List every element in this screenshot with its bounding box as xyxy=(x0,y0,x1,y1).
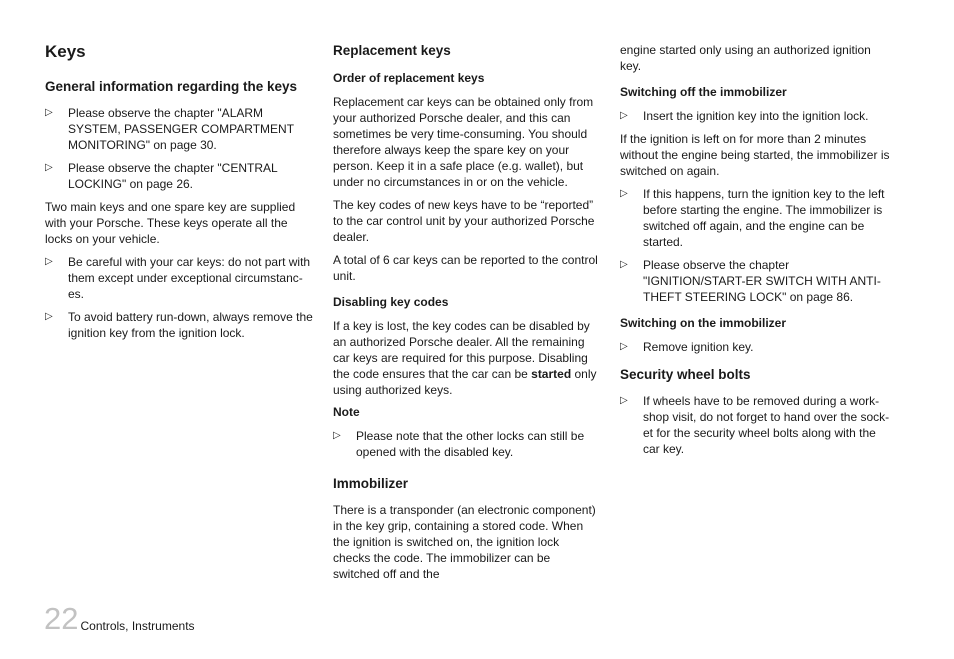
page-title: Keys xyxy=(45,42,86,61)
section-name: Controls, Instruments xyxy=(80,619,195,633)
paragraph-disabling xyxy=(333,318,599,398)
triangle-bullet-icon: ▷ xyxy=(45,162,53,173)
column-left xyxy=(45,42,315,348)
bullet-text: Please observe the chapter "ALARM SYSTEM, PASSENGER COMPARTMENT MONITORING" on page 30. xyxy=(68,106,294,152)
paragraph-order-2: The key codes of new keys have to be “reported” to the car control unit by your authorized Porsche dealer. xyxy=(333,198,595,244)
bullet-text: If this happens, turn the ignition key to the left before starting the engine. The immobilizer is switched off again, and the engine can be started. xyxy=(643,187,885,249)
heading-immobilizer: Immobilizer xyxy=(333,476,409,491)
bullet-text: If wheels have to be removed during a work-shop visit, do not forget to hand over the sock-et for the security wheel bolts along with the car key. xyxy=(643,394,890,456)
subheading-disabling: Disabling key codes xyxy=(333,295,449,309)
list-item xyxy=(620,393,890,457)
triangle-bullet-icon: ▷ xyxy=(333,430,341,441)
subheading-order-replacement: Order of replacement keys xyxy=(333,71,485,85)
bullet-text: Be careful with your car keys: do not part with them except under exceptional circumstanc-es. xyxy=(68,255,311,301)
bullet-text: Please observe the chapter "CENTRAL LOCKING" on page 26. xyxy=(68,161,278,191)
list-item xyxy=(620,339,890,355)
bullet-text: Please note that the other locks can still be opened with the disabled key. xyxy=(356,429,585,459)
paragraph-text: only using authorized keys. xyxy=(333,367,597,397)
triangle-bullet-icon: ▷ xyxy=(620,259,628,270)
heading-replacement-keys: Replacement keys xyxy=(333,43,451,58)
column-right xyxy=(620,42,890,464)
list-item xyxy=(45,160,315,192)
subheading-note: Note xyxy=(333,405,360,419)
subheading-switching-on: Switching on the immobilizer xyxy=(620,316,787,330)
triangle-bullet-icon: ▷ xyxy=(45,256,53,267)
heading-general-info: General information regarding the keys xyxy=(45,79,298,94)
page-number: 22 xyxy=(44,601,79,636)
paragraph-order-3: A total of 6 car keys can be reported to the control unit. xyxy=(333,253,598,283)
triangle-bullet-icon: ▷ xyxy=(620,110,628,121)
page-footer xyxy=(44,602,195,636)
heading-security-wheel-bolts: Security wheel bolts xyxy=(620,367,751,382)
paragraph-text: If a key is lost, the key codes can be disabled by an authorized Porsche dealer. All the remaining car keys are required for this purpose. Disabling the code ensures that the car can be xyxy=(333,319,590,381)
list-item xyxy=(333,428,599,460)
triangle-bullet-icon: ▷ xyxy=(620,395,628,406)
triangle-bullet-icon: ▷ xyxy=(620,341,628,352)
paragraph-keys-supplied: Two main keys and one spare key are supplied with your Porsche. These keys operate all the locks on your vehicle. xyxy=(45,200,296,246)
list-item xyxy=(620,186,890,250)
paragraph-immobilizer: There is a transponder (an electronic component) in the key grip, containing a stored code. When the ignition is switched on, the ignition lock checks the code. The immobilizer can be switched off and the xyxy=(333,503,596,581)
bullet-text: Insert the ignition key into the ignition lock. xyxy=(643,109,869,123)
list-item xyxy=(45,105,315,153)
column-middle xyxy=(333,42,599,589)
list-item xyxy=(45,309,315,341)
list-item xyxy=(45,254,315,302)
triangle-bullet-icon: ▷ xyxy=(620,188,628,199)
list-item xyxy=(620,257,890,305)
paragraph-order-1: Replacement car keys can be obtained only from your authorized Porsche dealer, and this can sometimes be very time-consuming. You should therefore always keep the spare key on your person. Keep it in a safe place (e.g. wallet), but under no circumstances in or on the vehicle. xyxy=(333,95,594,189)
paragraph-continued: engine started only using an authorized ignition key. xyxy=(620,43,871,73)
paragraph-switching-off: If the ignition is left on for more than 2 minutes without the engine being started, the immobilizer is switched on again. xyxy=(620,132,890,178)
list-item xyxy=(620,108,890,124)
bullet-text: To avoid battery run-down, always remove the ignition key from the ignition lock. xyxy=(68,310,313,340)
subheading-switching-off: Switching off the immobilizer xyxy=(620,85,787,99)
triangle-bullet-icon: ▷ xyxy=(45,311,53,322)
triangle-bullet-icon: ▷ xyxy=(45,107,53,118)
emphasis-started: started xyxy=(531,367,572,381)
bullet-text: Please observe the chapter "IGNITION/START-ER SWITCH WITH ANTI-THEFT STEERING LOCK" on page 86. xyxy=(643,258,881,304)
bullet-text: Remove ignition key. xyxy=(643,340,754,354)
